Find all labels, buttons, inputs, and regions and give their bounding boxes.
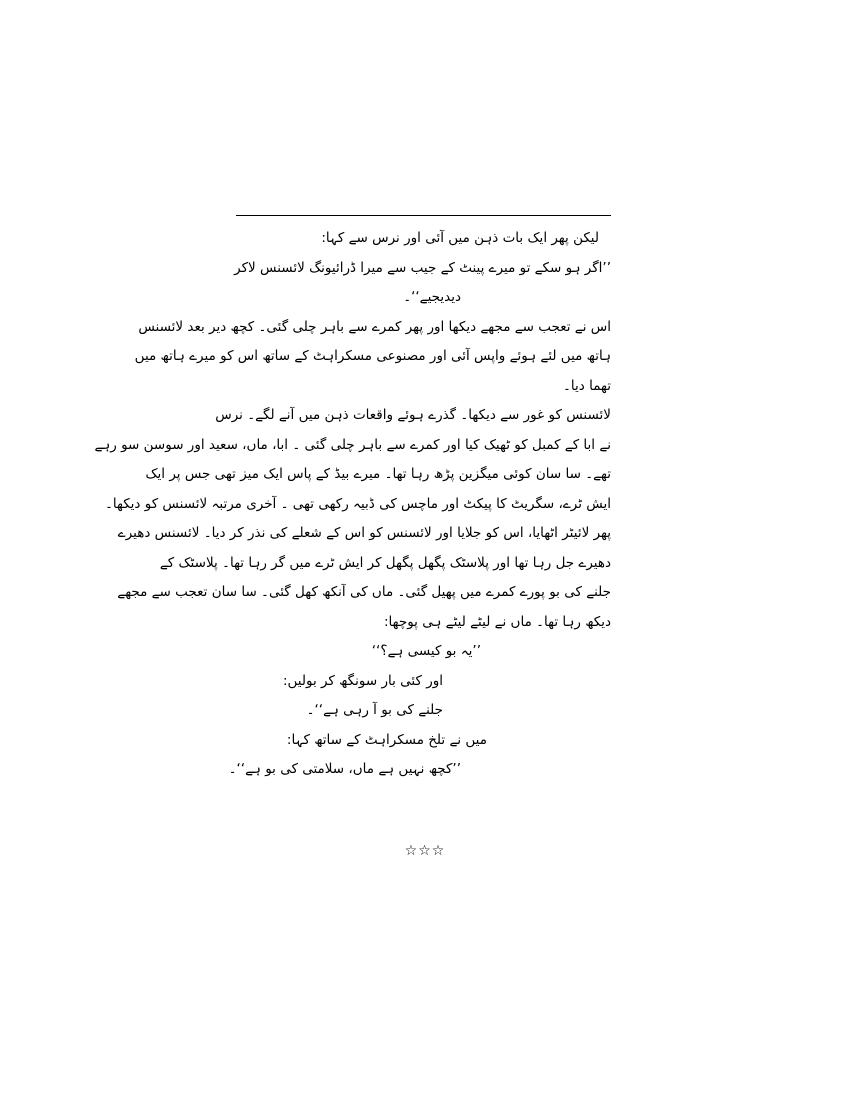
text-line: نے ابا کے کمبل کو ٹھیک کیا اور کمرے سے باہر چلی گئی ۔ ابا، ماں، سعید اور سوسن سو رہے: [94, 436, 611, 453]
top-divider-rule: [236, 215, 611, 216]
text-line: جلنے کی بو آ رہی ہے‘‘۔: [306, 702, 443, 718]
text-line: اور کئی بار سونگھ کر بولیں:: [282, 672, 443, 689]
text-line: اس نے تعجب سے مجھے دیکھا اور پھر کمرے سے باہر چلی گئی۔ کچھ دیر بعد لائسنس: [138, 318, 611, 335]
text-line: ’’کچھ نہیں ہے ماں، سلامتی کی بو ہے‘‘۔: [228, 761, 461, 777]
text-line: دیدیجیے‘‘۔: [403, 289, 461, 305]
text-line: ’’اگر ہو سکے تو میرے پینٹ کے جیب سے میرا ڈرائیونگ لائسنس لاکر: [234, 259, 611, 276]
text-line: تھے۔ سا سان کوئی میگزین پڑھ رہا تھا۔ میرے بیڈ کے پاس ایک میز تھی جس پر ایک: [145, 466, 611, 482]
text-line: جلنے کی بو پورے کمرے میں پھیل گئی۔ ماں کی آنکھ کھل گئی۔ سا سان تعجب سے مجھے: [117, 584, 611, 600]
text-line: ’’یہ بو کیسی ہے؟‘‘: [371, 643, 481, 659]
text-line: لیکن پھر ایک بات ذہن میں آئی اور نرس سے کہا:: [321, 230, 599, 246]
text-line: پھر لائیٹر اٹھایا، اس کو جلایا اور لائسنس کو اس کے شعلے کی نذر کر دیا۔ لائسنس دھیرے: [117, 525, 611, 541]
urdu-story-text: [94, 224, 611, 785]
text-line: دیکھ رہا تھا۔ ماں نے لیٹے لیٹے ہی پوچھا:: [383, 613, 611, 630]
text-line: ہاتھ میں لئے ہوئے واپس آئی اور مصنوعی مسکراہٹ کے ساتھ اس کو میرے ہاتھ میں: [134, 348, 611, 364]
text-line: دھیرے جل رہا تھا اور پلاسٹک پگھل پگھل کر ایش ٹرے میں گر رہا تھا۔ پلاسٹک کے: [159, 554, 611, 571]
text-line: ایش ٹرے، سگریٹ کا پیکٹ اور ماچس کی ڈبیہ رکھی تھی ۔ آخری مرتبہ لائسنس کو دیکھا۔: [104, 495, 611, 512]
text-line: میں نے تلخ مسکراہٹ کے ساتھ کہا:: [286, 731, 487, 748]
section-separator-stars: ☆☆☆: [404, 843, 446, 859]
text-line: لائسنس کو غور سے دیکھا۔ گذرے ہوئے واقعات ذہن میں آنے لگے۔ نرس: [215, 407, 611, 423]
text-line: تھما دیا۔: [563, 377, 611, 394]
